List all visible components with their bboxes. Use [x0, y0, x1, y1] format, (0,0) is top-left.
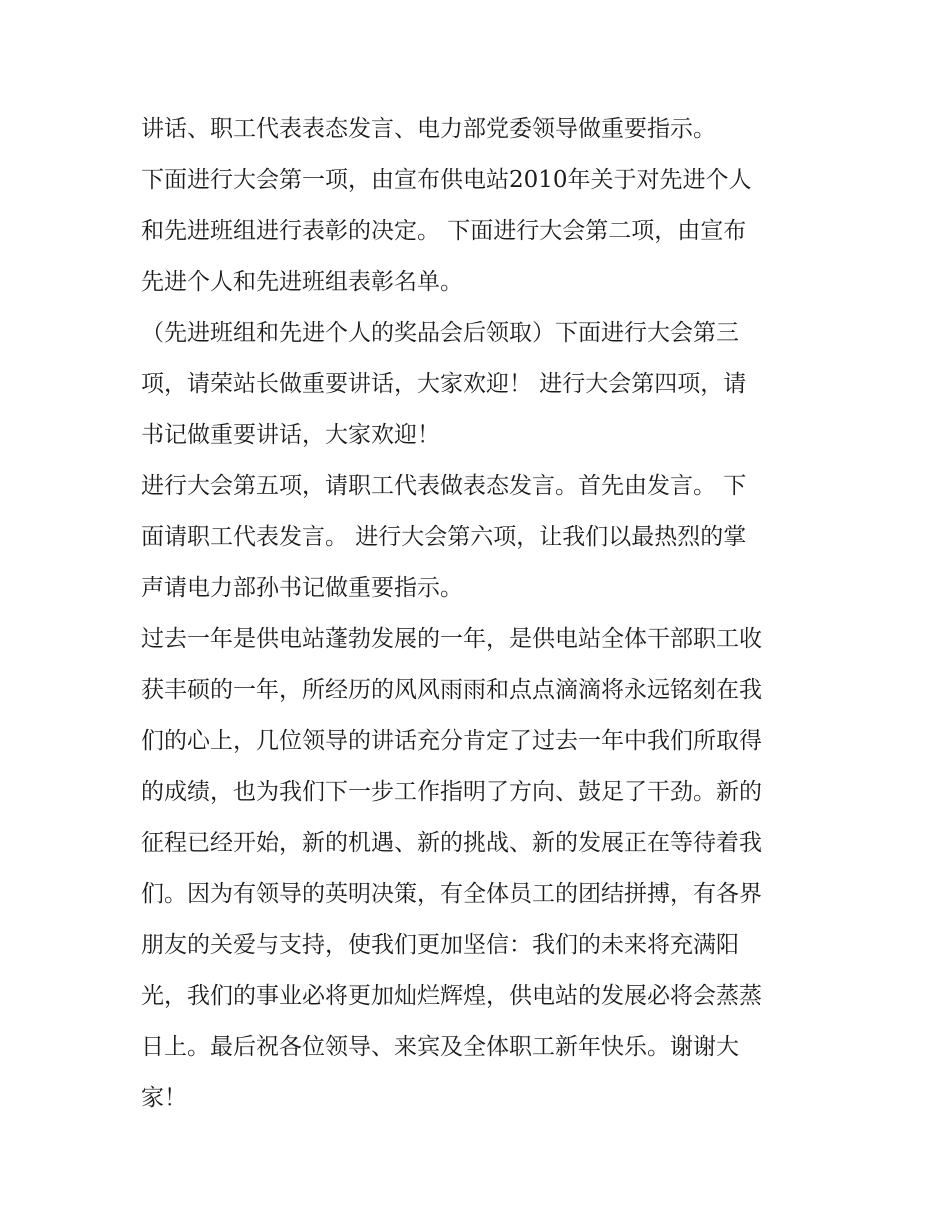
text-line: 光，我们的事业必将更加灿烂辉煌，供电站的发展必将会蒸蒸 — [141, 983, 762, 1009]
text-line: 日上。最后祝各位领导、来宾及全体职工新年快乐。谢谢大 — [141, 1034, 739, 1060]
text-line: 征程已经开始，新的机遇、新的挑战、新的发展正在等待着我 — [141, 830, 762, 856]
text-line: 过去一年是供电站蓬勃发展的一年，是供电站全体干部职工收 — [141, 626, 762, 652]
text-line: 进行大会第五项，请职工代表做表态发言。首先由发言。 下 — [141, 473, 747, 499]
text-line: 下面进行大会第一项，由宣布供电站2010年关于对先进个人 — [141, 167, 752, 193]
text-line: 的成绩，也为我们下一步工作指明了方向、鼓足了干劲。新的 — [141, 779, 762, 805]
text-line: 项，请荣站长做重要讲话，大家欢迎！ 进行大会第四项，请 — [141, 371, 747, 397]
text-line: 朋友的关爱与支持，使我们更加坚信：我们的未来将充满阳 — [141, 932, 739, 958]
document-body — [141, 104, 813, 1124]
text-line: 面请职工代表发言。 进行大会第六项，让我们以最热烈的掌 — [141, 524, 747, 550]
text-line: 声请电力部孙书记做重要指示。 — [141, 575, 463, 601]
text-line: 讲话、职工代表表态发言、电力部党委领导做重要指示。 — [141, 116, 716, 142]
text-line: 家！ — [141, 1085, 187, 1111]
text-line: 先进个人和先进班组表彰名单。 — [141, 269, 463, 295]
text-line: 们的心上，几位领导的讲话充分肯定了过去一年中我们所取得 — [141, 728, 762, 754]
text-line: 获丰硕的一年，所经历的风风雨雨和点点滴滴将永远铭刻在我 — [141, 677, 762, 703]
text-line: 和先进班组进行表彰的决定。 下面进行大会第二项，由宣布 — [141, 218, 747, 244]
text-line: 们。因为有领导的英明决策，有全体员工的团结拼搏，有各界 — [141, 881, 762, 907]
text-line: （先进班组和先进个人的奖品会后领取）下面进行大会第三 — [141, 320, 739, 346]
text-line: 书记做重要讲话，大家欢迎！ — [141, 422, 440, 448]
